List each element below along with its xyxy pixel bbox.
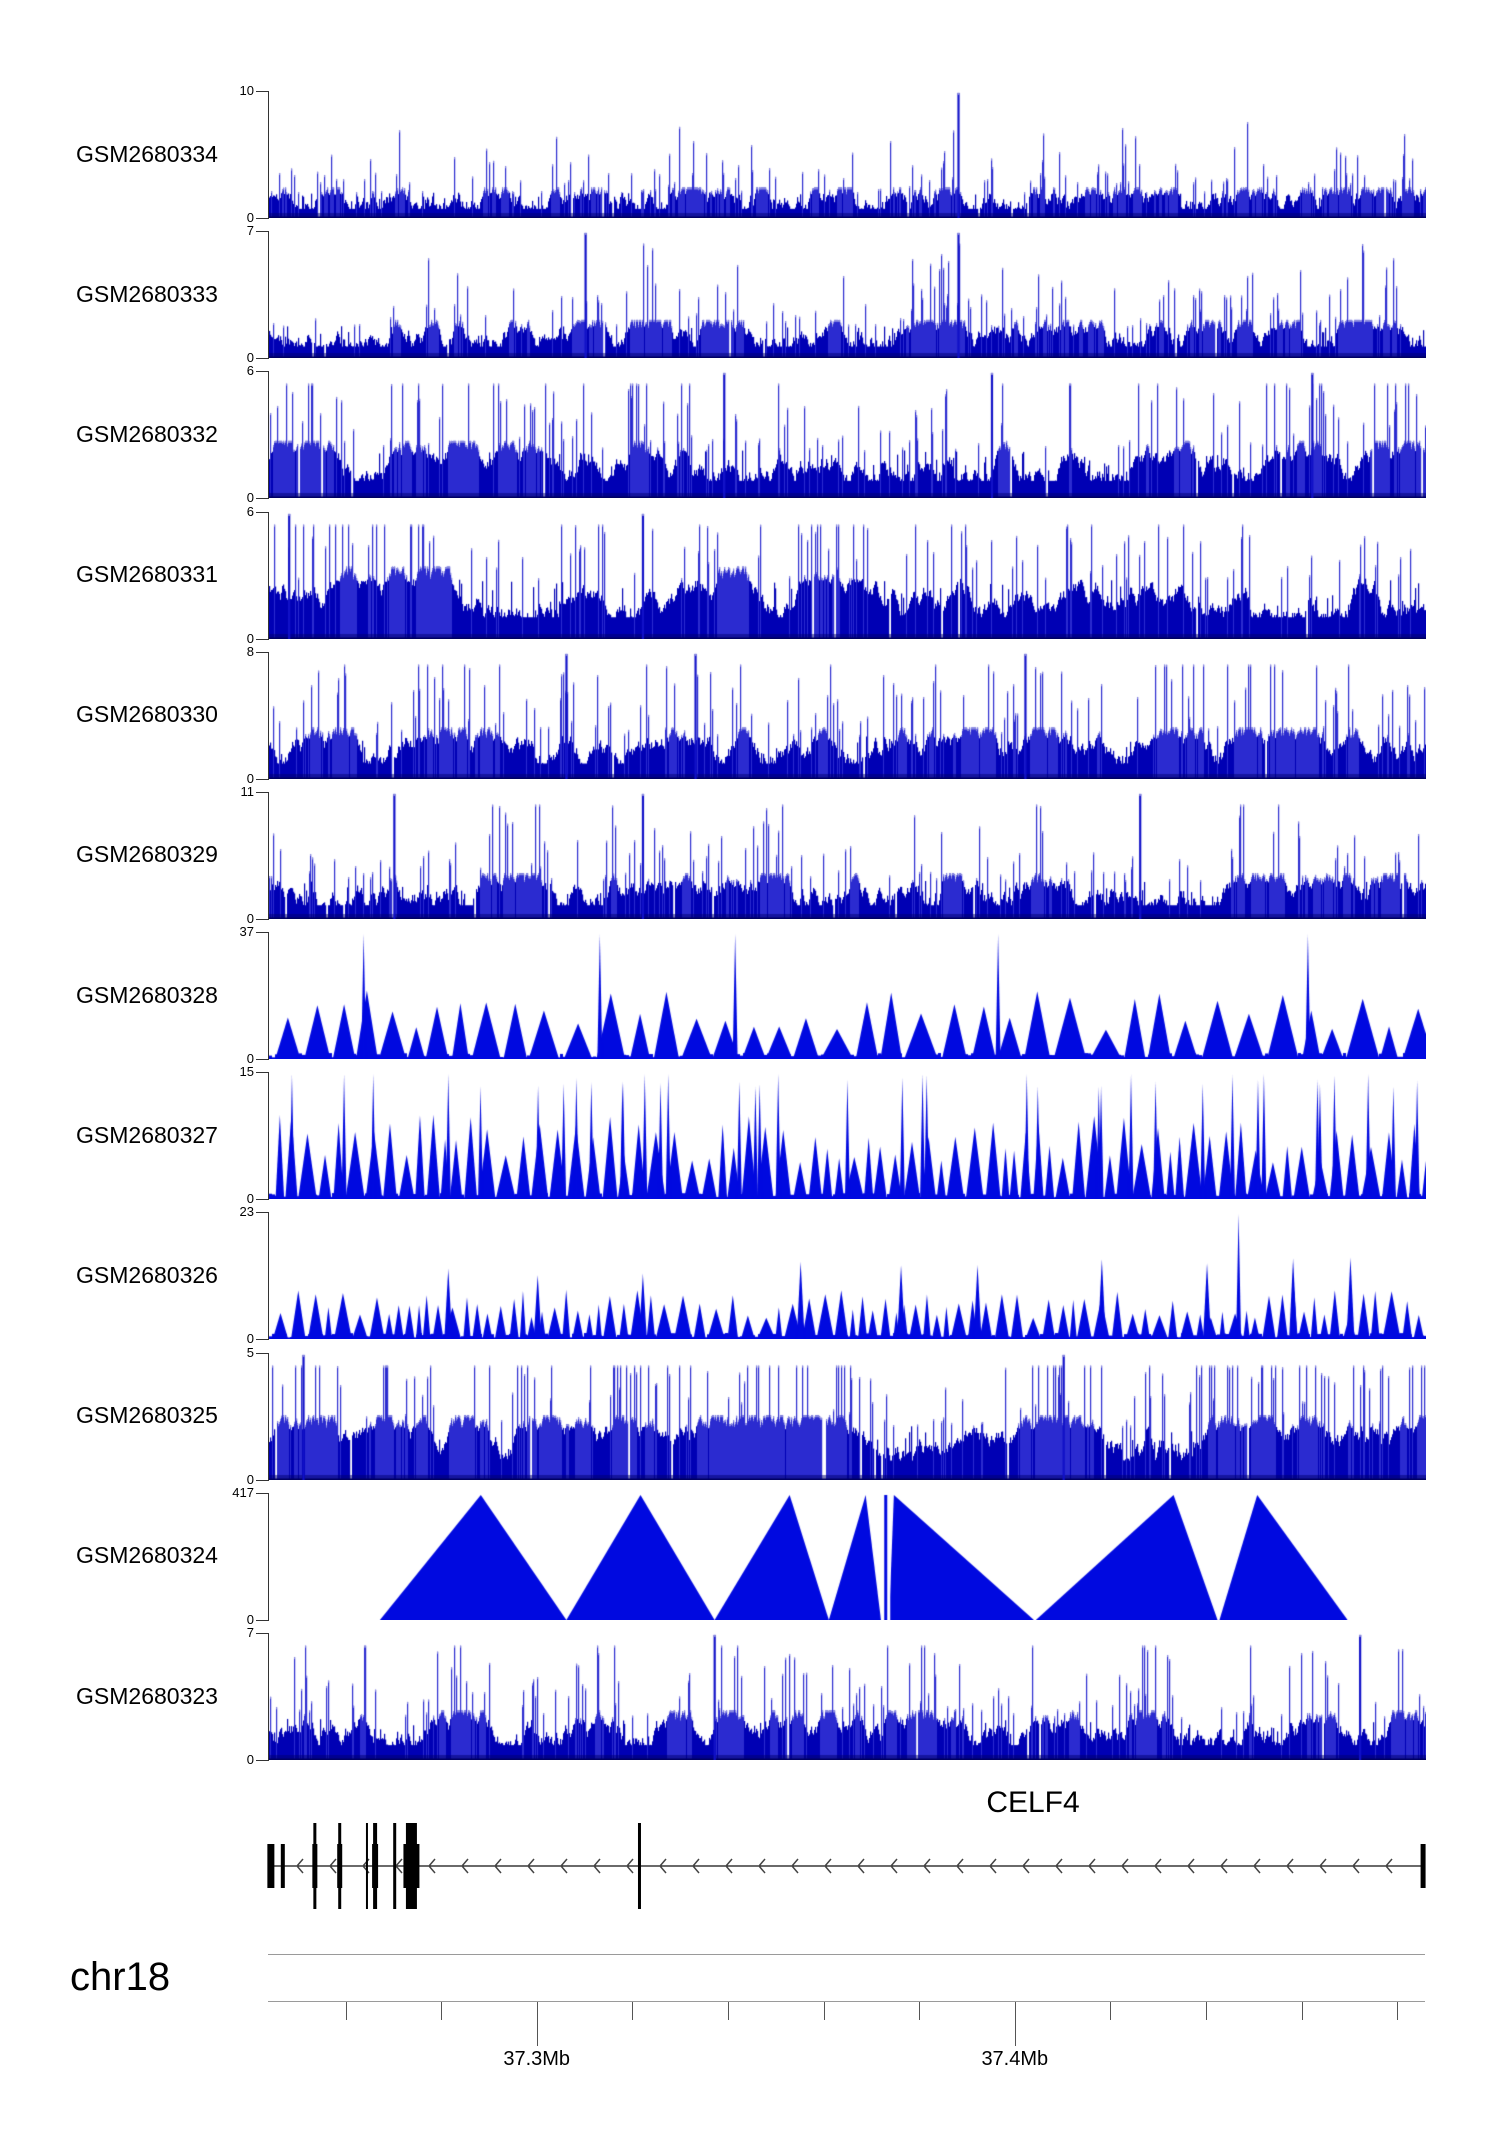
y-axis-bottom-tick: [256, 1199, 269, 1200]
track-label: GSM2680332: [76, 420, 218, 447]
axis-minor-tick: [1302, 2002, 1303, 2020]
axis-minor-tick: [1206, 2002, 1207, 2020]
y-axis-zero-label: 0: [246, 1752, 254, 1767]
gene-model: [0, 1810, 1500, 1930]
y-axis-zero-label: 0: [246, 1471, 254, 1487]
y-axis-max-label: 7: [246, 1625, 254, 1640]
axis-minor-tick: [441, 2002, 442, 2020]
y-axis-bottom-tick: [256, 358, 269, 359]
y-axis-zero-label: 0: [246, 1051, 254, 1067]
track-label: GSM2680334: [76, 140, 218, 167]
axis-tick-label: 37.3Mb: [503, 2048, 571, 2070]
axis-minor-tick: [346, 2002, 347, 2020]
y-axis-max-label: 10: [239, 83, 254, 98]
axis-minor-tick: [1110, 2002, 1111, 2020]
y-axis-bottom-tick: [256, 218, 269, 219]
y-axis-max-label: 6: [246, 363, 254, 379]
signal-canvas: [269, 512, 1426, 639]
axis-minor-tick: [1397, 2002, 1398, 2020]
y-axis-zero-label: 0: [246, 910, 254, 926]
exon-tall: [313, 1823, 316, 1909]
axis-tick-label: 37.4Mb: [981, 2048, 1049, 2070]
track-label: GSM2680326: [76, 1261, 218, 1288]
y-axis-max-label: 5: [246, 1344, 254, 1360]
y-axis-zero-label: 0: [246, 770, 254, 786]
axis-minor-tick: [728, 2002, 729, 2020]
y-axis-bottom-tick: [256, 639, 269, 640]
track-label: GSM2680330: [76, 701, 218, 728]
exon-box: [1421, 1844, 1426, 1888]
signal-canvas: [269, 371, 1426, 498]
signal-canvas: [269, 1072, 1426, 1199]
y-axis-bottom-tick: [256, 1760, 269, 1761]
exon-tall: [366, 1823, 368, 1909]
axis-minor-tick: [919, 2002, 920, 2020]
track-label: GSM2680333: [76, 280, 218, 307]
signal-canvas: [269, 231, 1426, 358]
axis-major-tick: [537, 2002, 538, 2046]
exon-box: [281, 1844, 285, 1888]
y-axis-zero-label: 0: [246, 1191, 254, 1207]
exon-tall: [373, 1823, 377, 1909]
track-label: GSM2680329: [76, 841, 218, 868]
track-label: GSM2680323: [76, 1682, 218, 1709]
y-axis-max-label: 7: [246, 223, 254, 239]
y-axis-zero-label: 0: [246, 350, 254, 366]
y-axis-bottom-tick: [256, 1480, 269, 1481]
y-axis-zero-label: 0: [246, 630, 254, 646]
exon-tall: [393, 1823, 396, 1909]
y-axis-max-label: 417: [232, 1484, 254, 1500]
y-axis-max-label: 11: [240, 783, 254, 799]
track-label: GSM2680328: [76, 981, 218, 1008]
y-axis-bottom-tick: [256, 1620, 269, 1621]
track-label: GSM2680325: [76, 1402, 218, 1429]
signal-canvas: [269, 792, 1426, 919]
y-axis-bottom-tick: [256, 1339, 269, 1340]
y-axis-bottom-tick: [256, 1059, 269, 1060]
signal-canvas: [269, 1353, 1426, 1480]
exon-tall: [406, 1823, 417, 1909]
y-axis-zero-label: 0: [246, 1611, 254, 1627]
signal-canvas: [269, 1633, 1426, 1760]
signal-canvas: [269, 1212, 1426, 1339]
track-label: GSM2680324: [76, 1542, 218, 1569]
y-axis-bottom-tick: [256, 498, 269, 499]
gene-name-label: CELF4: [986, 1786, 1080, 1819]
exon-tall: [338, 1823, 341, 1909]
axis-major-tick: [1015, 2002, 1016, 2046]
y-axis-max-label: 37: [239, 924, 254, 940]
y-axis-bottom-tick: [256, 779, 269, 780]
track-label: GSM2680331: [76, 561, 218, 587]
exon-tall: [638, 1823, 641, 1909]
y-axis-max-label: 15: [239, 1064, 254, 1080]
signal-canvas: [269, 91, 1426, 218]
y-axis-zero-label: 0: [246, 490, 254, 506]
axis-minor-tick: [632, 2002, 633, 2020]
y-axis-max-label: 6: [246, 503, 254, 519]
track-label: GSM2680327: [76, 1121, 218, 1148]
y-axis-max-label: 8: [246, 643, 254, 659]
y-axis-max-label: 23: [239, 1204, 254, 1220]
exon-box: [267, 1844, 274, 1888]
signal-canvas: [269, 652, 1426, 779]
y-axis-zero-label: 0: [246, 210, 254, 225]
signal-canvas: [269, 932, 1426, 1059]
axis-minor-tick: [824, 2002, 825, 2020]
y-axis-bottom-tick: [256, 919, 269, 920]
axis-band-top-line: [268, 1954, 1425, 1955]
signal-canvas: [269, 1493, 1426, 1620]
y-axis-zero-label: 0: [246, 1331, 254, 1347]
chromosome-label: chr18: [70, 1955, 171, 1999]
